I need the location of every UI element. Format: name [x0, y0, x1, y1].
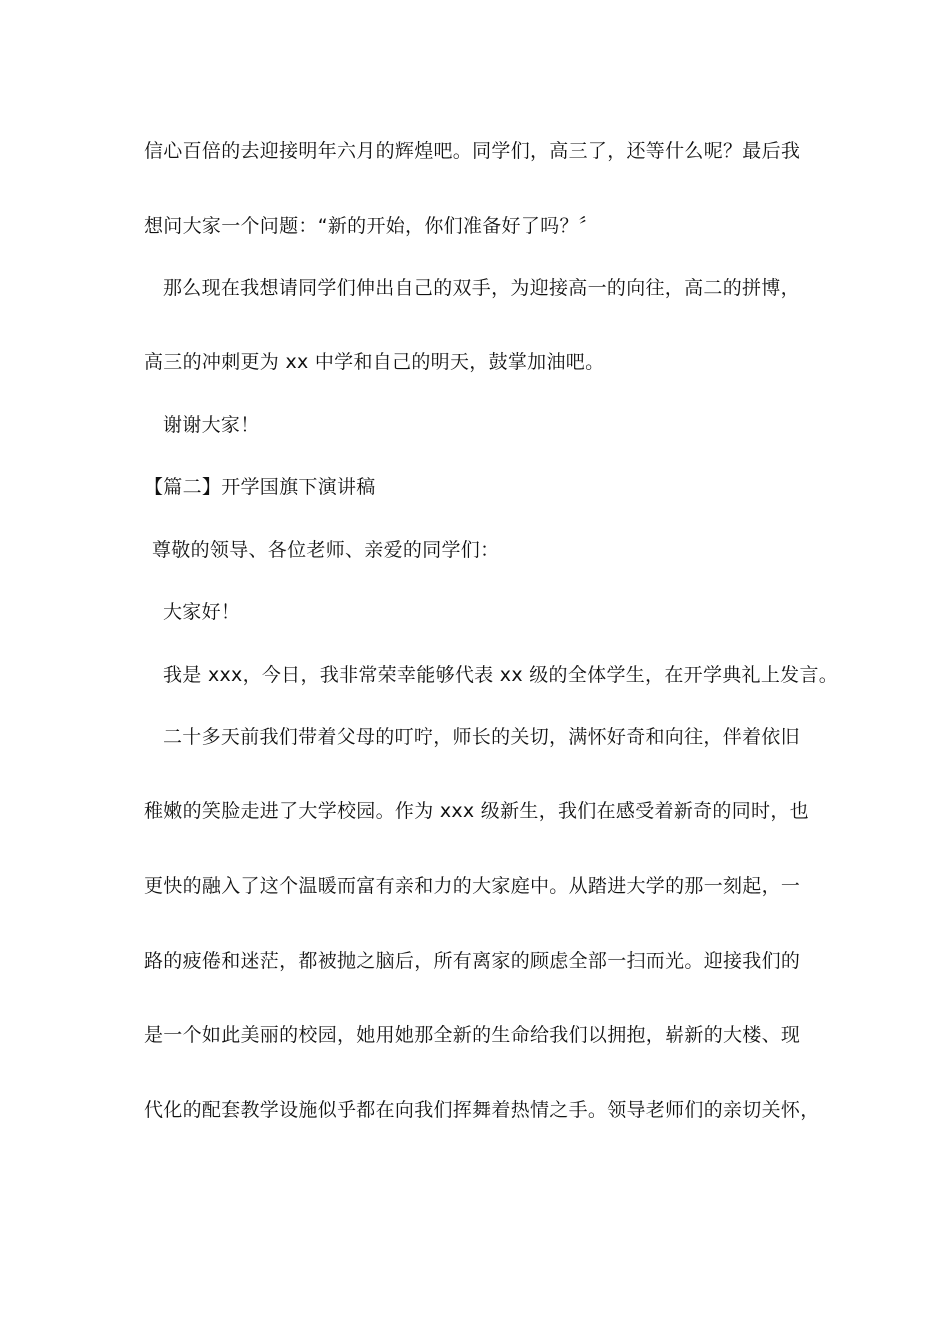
- paragraph-line: 高三的冲刺更为 xx 中学和自己的明天，鼓掌加油吧。: [144, 351, 605, 373]
- greeting-line: 大家好！: [163, 601, 241, 623]
- paragraph-line: 是一个如此美丽的校园，她用她那全新的生命给我们以拥抱，崭新的大楼、现: [144, 1024, 801, 1046]
- paragraph-line: 信心百倍的去迎接明年六月的辉煌吧。同学们，高三了，还等什么呢？最后我: [144, 140, 801, 162]
- paragraph-line: 代化的配套教学设施似乎都在向我们挥舞着热情之手。领导老师们的亲切关怀，: [144, 1099, 820, 1121]
- paragraph-line: 我是 xxx，今日，我非常荣幸能够代表 xx 级的全体学生，在开学典礼上发言。: [163, 664, 839, 686]
- paragraph-line: 那么现在我想请同学们伸出自己的双手，为迎接高一的向往，高二的拼博，: [163, 277, 800, 299]
- section-heading: 【篇二】开学国旗下演讲稿: [144, 476, 376, 498]
- paragraph-line: 路的疲倦和迷茫，都被抛之脑后，所有离家的顾虑全部一扫而光。迎接我们的: [144, 950, 801, 972]
- paragraph-line: 想问大家一个问题：“新的开始，你们准备好了吗？〞: [144, 215, 599, 237]
- paragraph-line: 稚嫩的笑脸走进了大学校园。作为 xxx 级新生，我们在感受着新奇的同时，也: [144, 800, 809, 822]
- paragraph-line: 更快的融入了这个温暖而富有亲和力的大家庭中。从踏进大学的那一刻起，一: [144, 875, 801, 897]
- closing-line: 谢谢大家！: [163, 414, 260, 436]
- salutation-line: 尊敬的领导、各位老师、亲爱的同学们：: [152, 539, 500, 561]
- paragraph-line: 二十多天前我们带着父母的叮咛，师长的关切，满怀好奇和向往，伴着依旧: [163, 726, 800, 748]
